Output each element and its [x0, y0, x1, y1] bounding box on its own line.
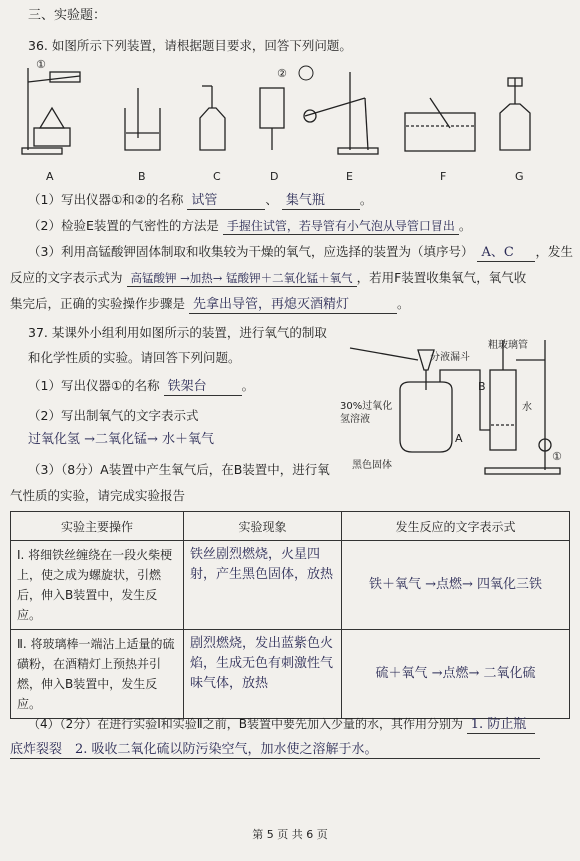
q37-stem-line1: 37. 某课外小组利用如图所示的装置，进行氧气的制取: [28, 325, 327, 340]
q37-p3-text: （3）（8分）A装置中产生氧气后，在B装置中，进行氧: [28, 462, 330, 477]
page-footer: 第 5 页 共 6 页: [252, 828, 328, 841]
q36-p3-line2: [10, 270, 526, 287]
q37-p4-answer2: 底炸裂裂 2. 吸收二氧化硫以防污染空气，加水使之溶解于水。: [10, 742, 540, 759]
apparatus-label-a: A: [46, 170, 54, 183]
q37-p2-answer: 过氧化氢 →二氧化锰→ 水＋氧气: [28, 432, 215, 447]
row2-operation: Ⅱ. 将玻璃棒一端沾上适量的硫磺粉，在酒精灯上预热并引燃，伸入B装置中，发生反应。: [11, 630, 184, 719]
q36-p3-text: （3）利用高锰酸钾固体制取和收集较为干燥的氧气，应选择的装置为（填序号）: [28, 244, 474, 259]
q37-p4-text: （4）（2分）在进行实验Ⅰ和实验Ⅱ之前，B装置中要先加入少量的水，其作用分别为: [28, 717, 463, 731]
q37-p4-answer1: 1. 防止瓶: [467, 717, 535, 734]
row2-equation: 硫＋氧气 →点燃→ 二氧化硫: [342, 630, 570, 719]
q36-stem: 36. 如图所示下列装置，请根据题目要求，回答下列问题。: [28, 38, 352, 53]
q37-a-label: A: [455, 432, 463, 445]
table-header-phenomenon: 实验现象: [184, 512, 342, 541]
q36-p2-answer: 手握住试管，若导管有小气泡从导管口冒出: [223, 218, 459, 235]
experiment-report-table: [10, 511, 570, 719]
q36-p2: （2）检验E装置的气密性的方法是 手握住试管，若导管有小气泡从导管口冒出 。: [28, 218, 472, 233]
q37-marker-1: ①: [552, 450, 562, 463]
q37-p2-text: （2）写出制氧气的文字表示式: [28, 408, 199, 423]
table-row: [11, 541, 570, 630]
q36-p3-line2-tail: ，若用F装置收集氧气，氧气收: [356, 270, 527, 285]
q36-p3-equation: 高锰酸钾 →加热→ 锰酸钾＋二氧化锰＋氧气: [127, 270, 357, 287]
q37-water-label: 水: [522, 402, 532, 413]
table-header-equation: 发生反应的文字表示式: [342, 512, 570, 541]
q36-p3-line3-text: 集完后，正确的实验操作步骤是: [10, 296, 186, 311]
q37-p4: [28, 716, 535, 734]
q37-p1-answer: 铁架台: [164, 379, 242, 396]
q36-p1: （1）写出仪器①和②的名称 试管 、 集气瓶 。: [28, 192, 373, 208]
apparatus-label-f: F: [440, 170, 447, 183]
row2-phenomenon: 剧烈燃烧，发出蓝紫色火焰，生成无色有刺激性气味气体，放热: [184, 630, 342, 719]
q36-p3: [28, 244, 573, 262]
row1-operation: Ⅰ. 将细铁丝缠绕在一段火柴梗上，使之成为螺旋状，引燃后，伸入B装置中，发生反应。: [11, 541, 184, 630]
q36-apparatus-diagram: [20, 58, 560, 168]
q36-p1-answer1: 试管: [187, 193, 265, 210]
q36-p3-line2-text: 反应的文字表示式为: [10, 270, 123, 285]
q36-p1-answer2: 集气瓶: [282, 193, 360, 210]
q37-reagent-label: 30%过氧化氢溶液: [340, 401, 393, 425]
q36-marker-2: ②: [277, 67, 287, 80]
q36-p3-steps: 先拿出导管，再熄灭酒精灯: [189, 297, 397, 314]
table-header-operation: 实验主要操作: [11, 512, 184, 541]
table-header-row: [11, 512, 570, 541]
q37-tube-label: 粗玻璃管: [488, 340, 528, 351]
q37-stem-line2: 和化学性质的实验。请回答下列问题。: [28, 350, 241, 365]
q36-p3-line3: 集完后，正确的实验操作步骤是 先拿出导管，再熄灭酒精灯 。: [10, 296, 410, 312]
q37-solid-label: 黑色固体: [352, 460, 392, 471]
q37-p3-line2: 气性质的实验，请完成实验报告: [10, 488, 186, 503]
apparatus-label-b: B: [138, 170, 146, 183]
q36-p1-text: （1）写出仪器①和②的名称: [28, 192, 184, 207]
q37-p1: （1）写出仪器①的名称 铁架台 。: [28, 378, 255, 394]
apparatus-label-e: E: [346, 170, 353, 183]
q36-p3-tail: ，发生: [535, 244, 573, 259]
q36-p3-answer: A、C: [477, 245, 535, 262]
q37-funnel-label: 分液漏斗: [430, 352, 470, 363]
section-title: 三、实验题：: [28, 8, 107, 23]
row1-phenomenon: 铁丝剧烈燃烧，火星四射，产生黑色固体，放热: [184, 541, 342, 630]
row1-equation: 铁＋氧气 →点燃→ 四氧化三铁: [342, 541, 570, 630]
apparatus-label-g: G: [515, 170, 524, 183]
q37-b-label: B: [478, 380, 486, 393]
q36-p2-text: （2）检验E装置的气密性的方法是: [28, 218, 219, 233]
q36-marker-1: ①: [36, 58, 46, 71]
apparatus-label-c: C: [213, 170, 221, 183]
table-row: [11, 630, 570, 719]
q37-p1-text: （1）写出仪器①的名称: [28, 378, 160, 393]
apparatus-label-d: D: [270, 170, 279, 183]
